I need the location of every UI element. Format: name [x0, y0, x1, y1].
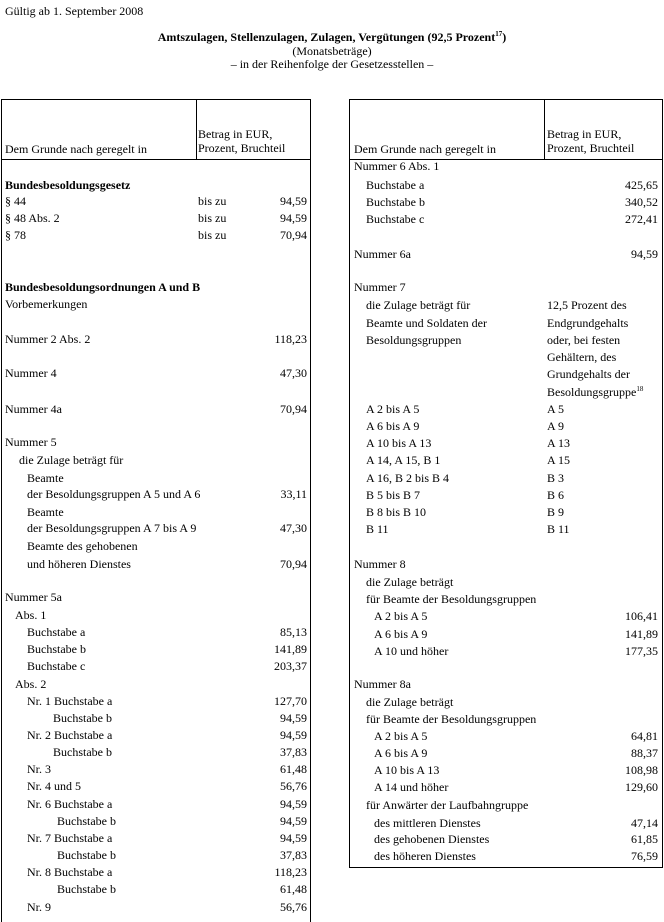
left-label: Nr. 1 Buchstabe a: [27, 694, 113, 708]
left-label: der Besoldungsgruppen A 5 und A 6: [27, 487, 201, 501]
right-value: 64,81: [631, 729, 658, 743]
subtitle-monthly: (Monatsbeträge): [292, 44, 372, 58]
right-footnote: 18: [636, 385, 644, 393]
left-label: Nummer 5a: [5, 590, 62, 604]
right-value: 88,37: [631, 746, 658, 760]
right-label: A 2 bis A 5: [366, 402, 420, 416]
left-label: § 78: [5, 228, 26, 242]
left-value: 61,48: [280, 882, 307, 896]
left-label: Nr. 3: [27, 762, 51, 776]
left-value: 94,59: [280, 194, 307, 208]
subtitle-order: – in der Reihenfolge der Gesetzesstellen –: [230, 57, 434, 71]
page-title: [0, 30, 664, 45]
left-value: 70,94: [280, 557, 307, 571]
right-value: 340,52: [625, 195, 658, 209]
left-value: 118,23: [274, 865, 307, 879]
right-value: 141,89: [625, 627, 658, 641]
left-label: Beamte: [27, 471, 64, 485]
right-amount-text: B 11: [547, 522, 570, 536]
left-header-rule: [1, 159, 310, 160]
left-col-basis-header: Dem Grunde nach geregelt in: [5, 142, 147, 156]
right-header-divider: [544, 99, 545, 159]
left-label: Nummer 5: [5, 435, 57, 449]
left-label: Buchstabe b: [57, 882, 116, 896]
left-label: Vorbemerkungen: [5, 297, 88, 311]
right-value: 47,14: [631, 816, 658, 830]
right-label: A 10 und höher: [374, 644, 449, 658]
left-label: die Zulage beträgt für: [19, 453, 124, 467]
right-value: 108,98: [625, 763, 658, 777]
right-amount-text: Gehältern, des: [547, 350, 617, 364]
left-col-amount-header-1: Betrag in EUR,: [198, 127, 273, 141]
left-label: Nr. 7 Buchstabe a: [27, 831, 113, 845]
right-value: 177,35: [625, 644, 658, 658]
left-value: 56,76: [280, 900, 307, 914]
left-label: § 48 Abs. 2: [5, 211, 60, 225]
right-label: Nummer 7: [354, 280, 406, 294]
left-value: 118,23: [274, 332, 307, 346]
valid-from-text: Gültig ab 1. September 2008: [5, 4, 144, 18]
left-label: Nummer 4: [5, 366, 57, 380]
right-amount-text: A 13: [547, 436, 571, 450]
right-value: 61,85: [631, 832, 658, 846]
right-label: die Zulage beträgt: [366, 575, 454, 589]
right-amount-text: Grundgehalts der: [547, 367, 630, 381]
right-col-basis-header: Dem Grunde nach geregelt in: [354, 142, 496, 156]
right-amount-text: oder, bei festen: [547, 333, 621, 347]
left-label: Bundesbesoldungsgesetz: [5, 178, 131, 192]
right-label: A 6 bis A 9: [366, 419, 420, 433]
left-label: Abs. 1: [15, 608, 47, 622]
right-label: B 8 bis B 10: [366, 505, 427, 519]
left-label: Buchstabe b: [57, 848, 116, 862]
right-label: des mittleren Dienstes: [374, 816, 481, 830]
right-label: Nummer 6 Abs. 1: [354, 159, 440, 173]
left-label: Buchstabe b: [53, 745, 112, 759]
left-value: 141,89: [274, 642, 307, 656]
left-label: Buchstabe b: [57, 814, 116, 828]
left-amount-text: bis zu: [198, 194, 227, 208]
left-value: 56,76: [280, 779, 307, 793]
left-label: Abs. 2: [15, 677, 47, 691]
right-label: für Beamte der Besoldungsgruppen: [366, 592, 537, 606]
left-value: 61,48: [280, 762, 307, 776]
right-label: Buchstabe c: [366, 212, 425, 226]
right-label: Beamte und Soldaten der: [366, 316, 487, 330]
right-label: B 11: [366, 522, 389, 536]
left-label: Nr. 9: [27, 900, 51, 914]
right-label: A 10 bis A 13: [374, 763, 440, 777]
right-label: Buchstabe a: [366, 178, 425, 192]
left-header-divider: [196, 99, 197, 159]
left-amount-text: bis zu: [198, 211, 227, 225]
left-value: 47,30: [280, 366, 307, 380]
left-value: 127,70: [274, 694, 307, 708]
right-value: 129,60: [625, 780, 658, 794]
left-col-amount-header-2: Prozent, Bruchteil: [198, 141, 286, 155]
left-label: Bundesbesoldungsordnungen A und B: [5, 280, 201, 294]
right-amount-text: B 9: [547, 505, 565, 519]
right-value: 94,59: [631, 247, 658, 261]
left-value: 70,94: [280, 402, 307, 416]
left-label: Buchstabe b: [27, 642, 86, 656]
title-footnote: 17: [495, 30, 503, 38]
left-value: 37,83: [280, 745, 307, 759]
right-amount-text: B 6: [547, 488, 565, 502]
right-value: 76,59: [631, 849, 658, 863]
title-text: Amtszulagen, Stellenzulagen, Zulagen, Vergütungen (92,5 Prozent: [157, 30, 496, 44]
left-label: Beamte des gehobenen: [27, 539, 138, 553]
right-amount-text: A 15: [547, 453, 571, 467]
left-value: 94,59: [280, 211, 307, 225]
left-value: 94,59: [280, 711, 307, 725]
right-label: A 2 bis A 5: [374, 609, 428, 623]
left-value: 33,11: [280, 487, 307, 501]
left-label: § 44: [5, 194, 26, 208]
right-label: Nummer 8: [354, 557, 406, 571]
right-col-amount-header-2: Prozent, Bruchteil: [547, 141, 635, 155]
left-label: Nr. 6 Buchstabe a: [27, 797, 113, 811]
right-label: A 16, B 2 bis B 4: [366, 471, 450, 485]
right-amount-text: Besoldungsgruppe$^{18}$: [547, 385, 644, 399]
right-amount-text: A 5: [547, 402, 565, 416]
right-label: Nummer 6a: [354, 247, 411, 261]
right-label: Nummer 8a: [354, 677, 411, 691]
left-label: Buchstabe c: [27, 659, 86, 673]
left-label: Buchstabe a: [27, 625, 86, 639]
right-value: 106,41: [625, 609, 658, 623]
left-value: 37,83: [280, 848, 307, 862]
left-label: Nummer 4a: [5, 402, 62, 416]
left-label: Nr. 2 Buchstabe a: [27, 728, 113, 742]
right-value: 425,65: [625, 178, 658, 192]
right-amount-text: 12,5 Prozent des: [547, 298, 627, 312]
right-label: A 6 bis A 9: [374, 627, 428, 641]
right-label: des höheren Dienstes: [374, 849, 476, 863]
title-end: ): [502, 30, 507, 44]
left-label: Nr. 4 und 5: [27, 779, 81, 793]
right-amount-text: A 9: [547, 419, 565, 433]
left-value: 47,30: [280, 521, 307, 535]
right-label: B 5 bis B 7: [366, 488, 421, 502]
left-label: und höheren Dienstes: [27, 557, 131, 571]
right-label: A 14, A 15, B 1: [366, 453, 441, 467]
left-label: Nr. 8 Buchstabe a: [27, 865, 113, 879]
left-label: Beamte: [27, 505, 64, 519]
right-value: 272,41: [625, 212, 658, 226]
left-label: Buchstabe b: [53, 711, 112, 725]
left-value: 94,59: [280, 814, 307, 828]
right-label: für Beamte der Besoldungsgruppen: [366, 712, 537, 726]
right-amount-text: B 3: [547, 471, 565, 485]
left-amount-text: bis zu: [198, 228, 227, 242]
right-label: die Zulage beträgt: [366, 695, 454, 709]
right-label: A 6 bis A 9: [374, 746, 428, 760]
right-label: Buchstabe b: [366, 195, 425, 209]
left-label: Nummer 2 Abs. 2: [5, 332, 91, 346]
left-label: der Besoldungsgruppen A 7 bis A 9: [27, 521, 197, 535]
left-value: 94,59: [280, 728, 307, 742]
right-label: A 10 bis A 13: [366, 436, 432, 450]
right-label: A 2 bis A 5: [374, 729, 428, 743]
left-value: 203,37: [274, 659, 307, 673]
right-label: die Zulage beträgt für: [366, 298, 471, 312]
left-value: 70,94: [280, 228, 307, 242]
left-value: 85,13: [280, 625, 307, 639]
left-value: 94,59: [280, 797, 307, 811]
right-label: des gehobenen Dienstes: [374, 832, 490, 846]
right-col-amount-header-1: Betrag in EUR,: [547, 127, 622, 141]
right-label: für Anwärter der Laufbahngruppe: [366, 798, 529, 812]
right-amount-text: Endgrundgehalts: [547, 316, 629, 330]
left-value: 94,59: [280, 831, 307, 845]
right-label: A 14 und höher: [374, 780, 449, 794]
right-label: Besoldungsgruppen: [366, 333, 462, 347]
